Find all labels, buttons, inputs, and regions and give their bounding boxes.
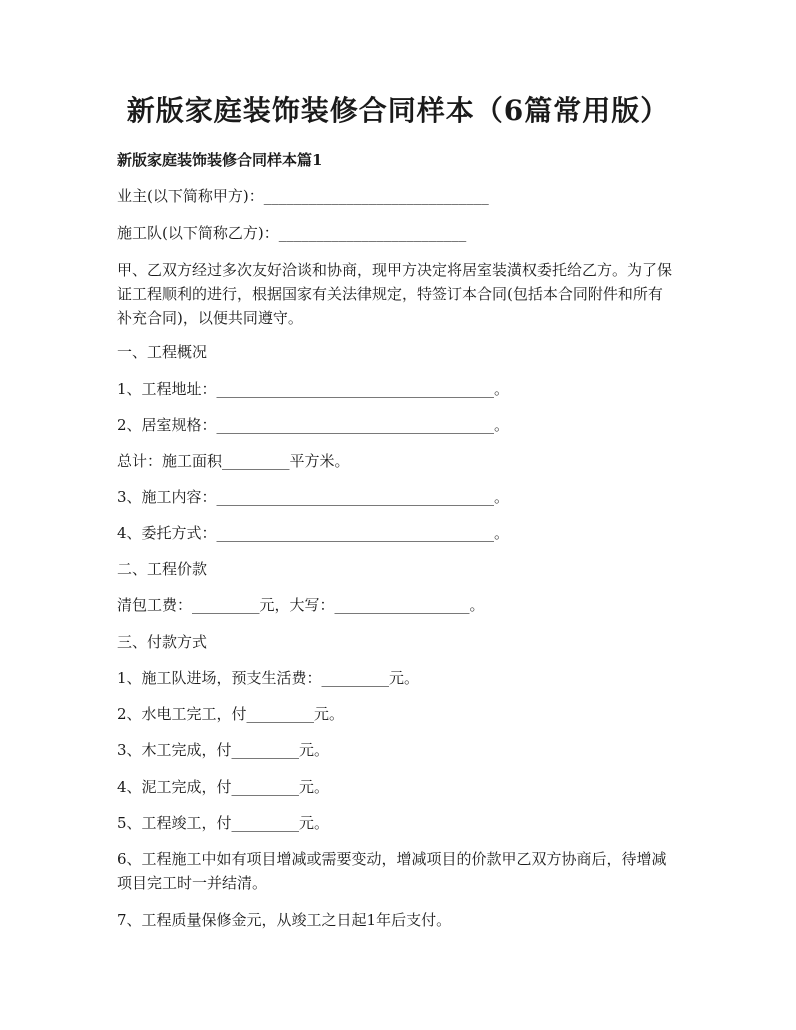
section-heading-payment: 三、付款方式 <box>117 633 208 651</box>
commission-method-line: 4、委托方式：_____________________________________。 <box>117 524 510 542</box>
document-title: 新版家庭装饰装修合同样本（6篇常用版） <box>126 94 670 127</box>
section-subtitle: 新版家庭装饰装修合同样本篇1 <box>117 151 323 169</box>
contractor-line: 施工队(以下简称乙方)：_________________________ <box>117 224 467 242</box>
total-area-line: 总计：施工面积_________平方米。 <box>117 452 350 470</box>
labor-fee-line: 清包工费：_________元，大写：__________________。 <box>117 596 485 614</box>
payment-item-2: 2、水电工完工，付_________元。 <box>117 705 345 723</box>
owner-line: 业主(以下简称甲方)：______________________________ <box>117 187 489 205</box>
intro-paragraph: 甲、乙双方经过多次友好洽谈和协商，现甲方决定将居室装潢权委托给乙方。为了保证工程顺利的进行，根据国家有关法律规定，特签订本合同(包括本合同附件和所有补充合同)，以便共同遵守。 <box>117 261 673 327</box>
room-spec-line: 2、居室规格：_____________________________________。 <box>117 416 510 434</box>
payment-item-4: 4、泥工完成，付_________元。 <box>117 778 330 796</box>
payment-item-6: 6、工程施工中如有项目增减或需要变动，增减项目的价款甲乙双方协商后，待增减项目完工时一并结清。 <box>117 850 667 892</box>
section-heading-project-price: 二、工程价款 <box>117 560 208 578</box>
payment-item-7: 7、工程质量保修金元，从竣工之日起1年后支付。 <box>117 911 452 929</box>
project-address-line: 1、工程地址：_____________________________________。 <box>117 380 510 398</box>
payment-item-1: 1、施工队进场，预支生活费：_________元。 <box>117 669 420 687</box>
payment-item-5: 5、工程竣工，付_________元。 <box>117 814 330 832</box>
construction-content-line: 3、施工内容：_____________________________________。 <box>117 488 510 506</box>
section-heading-project-overview: 一、工程概况 <box>117 343 208 361</box>
payment-item-3: 3、木工完成，付_________元。 <box>117 741 330 759</box>
